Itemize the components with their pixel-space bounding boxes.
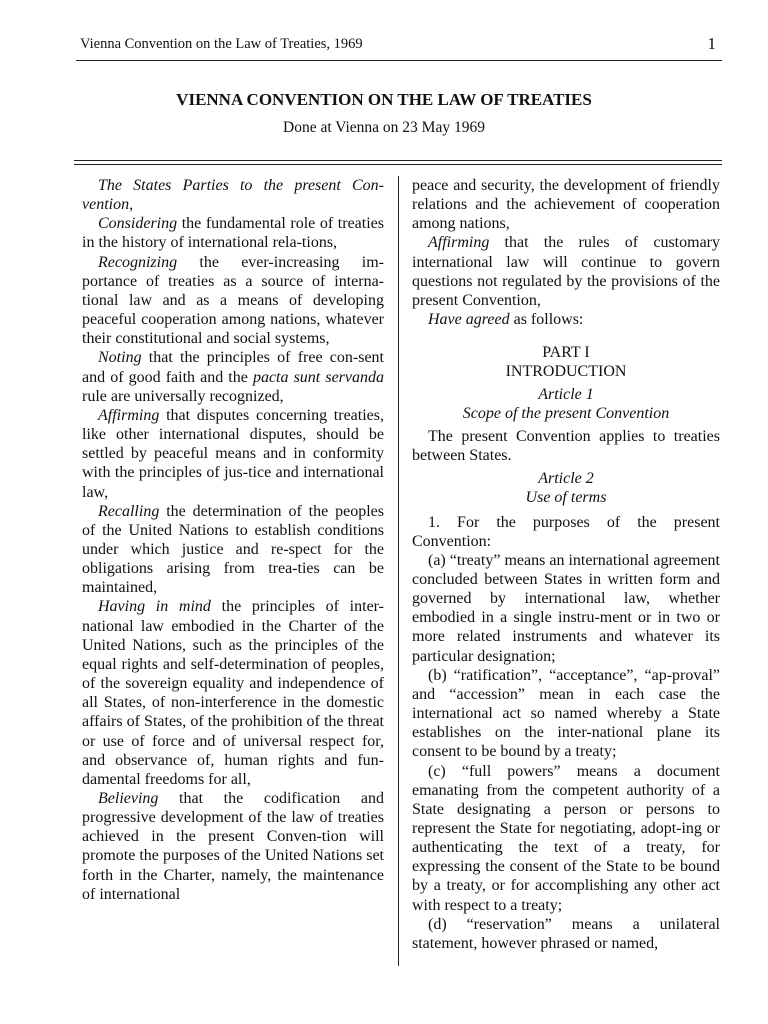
left-column (82, 176, 384, 904)
article-2-item-b: (b) “ratification”, “acceptance”, “ap-proval” and “accession” mean in each case the international act so named whereby a State establishes on the inter-national plane its consent to be bound by a treaty; (412, 666, 720, 761)
paragraph-text: the fundamental role of treaties in the history of international rela-tions, (82, 215, 384, 252)
right-column (412, 176, 720, 953)
italic-lead: Have agreed (428, 311, 510, 329)
preamble-paragraph (82, 176, 384, 214)
continued-paragraph: peace and security, the development of friendly relations and the achievement of cooperation among nations, (412, 177, 720, 233)
italic-lead: Noting (98, 349, 142, 367)
preamble-paragraph (412, 310, 720, 329)
preamble-paragraph (412, 233, 720, 310)
part-label: PART I (542, 344, 590, 362)
article-2-title: Use of terms (525, 489, 607, 507)
paragraph-text: that the rules of customary international law will continue to govern questions not regulated by the provisions of the present Convention, (412, 234, 720, 309)
preamble-paragraph (82, 597, 384, 789)
paragraph-text: that the codification and progressive development of the law of treaties achieved in the present Conven-tion will promote the purposes of the United Nations set forth in the Charter, namely, the maintenance of international (82, 790, 384, 903)
document-subtitle: Done at Vienna on 23 May 1969 (283, 119, 485, 136)
paragraph-text: the ever-increasing im-portance of treaties as a source of interna-tional law and as a means of developing peaceful cooperation among nations, whatever their constitutional and social systems, (82, 253, 384, 348)
preamble-paragraph (82, 348, 384, 405)
article-2-paragraph-1: 1. For the purposes of the present Convention: (412, 513, 720, 550)
article-2-item-d: (d) “reservation” means a unilateral statement, however phrased or named, (412, 915, 720, 952)
article-2-item-c: (c) “full powers” means a document emanating from the competent authority of a State designating a person or persons to represent the State for negotiating, adopt-ing or authenticating the text of a treaty, for expressing the consent of the State to be bound by a treaty, or for accomplishing any other act with respect to a treaty; (412, 762, 720, 914)
italic-lead: Recalling (98, 502, 160, 520)
preamble-paragraph (82, 406, 384, 502)
article-2-label: Article 2 (538, 470, 594, 488)
part-title: INTRODUCTION (505, 363, 627, 381)
italic-lead: Believing (98, 790, 159, 807)
title-rule-top (74, 160, 722, 161)
title-rule-bottom (74, 164, 722, 165)
preamble-paragraph (82, 214, 384, 252)
article-2-item-a: (a) “treaty” means an international agreement concluded between States in written form and governed by international law, whether embodied in a single instru-ment or in two or more related instruments and whatever its particular designation; (412, 551, 720, 665)
italic-lead: The States Parties to the present Con-vention (82, 177, 384, 214)
article-1-title: Scope of the present Convention (462, 404, 670, 422)
italic-lead: Recognizing (98, 253, 178, 271)
column-divider (398, 176, 399, 966)
italic-lead: Affirming (428, 234, 490, 252)
preamble-paragraph (82, 253, 384, 349)
paragraph-text: rule are universally recognized, (82, 387, 284, 405)
paragraph-text: that disputes concerning treaties, like other international disputes, should be settled by peaceful means and in conformity with the principles of jus-tice and international law, (82, 406, 384, 501)
italic-lead: Having in mind (98, 598, 211, 616)
paragraph-text: that the principles of free con-sent and of good faith and the (82, 349, 384, 386)
paragraph-text: the principles of inter-national law embodied in the Charter of the United Nations, such as the principles of the equal rights and self-determination of peoples, of the sovereign equality and independence of all States, of non-interference in the domestic affairs of States, of the prohibition of the threat or use of force and of universal respect for, and observance of, human rights and fun-damental freedoms for all, (82, 598, 385, 788)
italic-phrase: pacta sunt servanda (252, 368, 384, 386)
page-number: 1 (707, 34, 716, 53)
article-1-text: The present Convention applies to treaties between States. (412, 427, 720, 465)
document-title: VIENNA CONVENTION ON THE LAW OF TREATIES (176, 90, 592, 109)
paragraph-text: as follows: (509, 311, 584, 329)
italic-lead: Considering (98, 215, 178, 233)
paragraph-text: the determination of the peoples of the United Nations to establish conditions under which justice and re-spect for the obligations arising from trea-ties can be maintained, (82, 502, 384, 597)
paragraph-text: , (129, 196, 134, 214)
running-header-title: Vienna Convention on the Law of Treaties, 1969 (80, 36, 363, 52)
italic-lead: Affirming (98, 406, 160, 424)
preamble-paragraph (82, 789, 384, 904)
running-header (76, 34, 722, 61)
preamble-paragraph (82, 502, 384, 598)
article-1-label: Article 1 (538, 385, 594, 403)
